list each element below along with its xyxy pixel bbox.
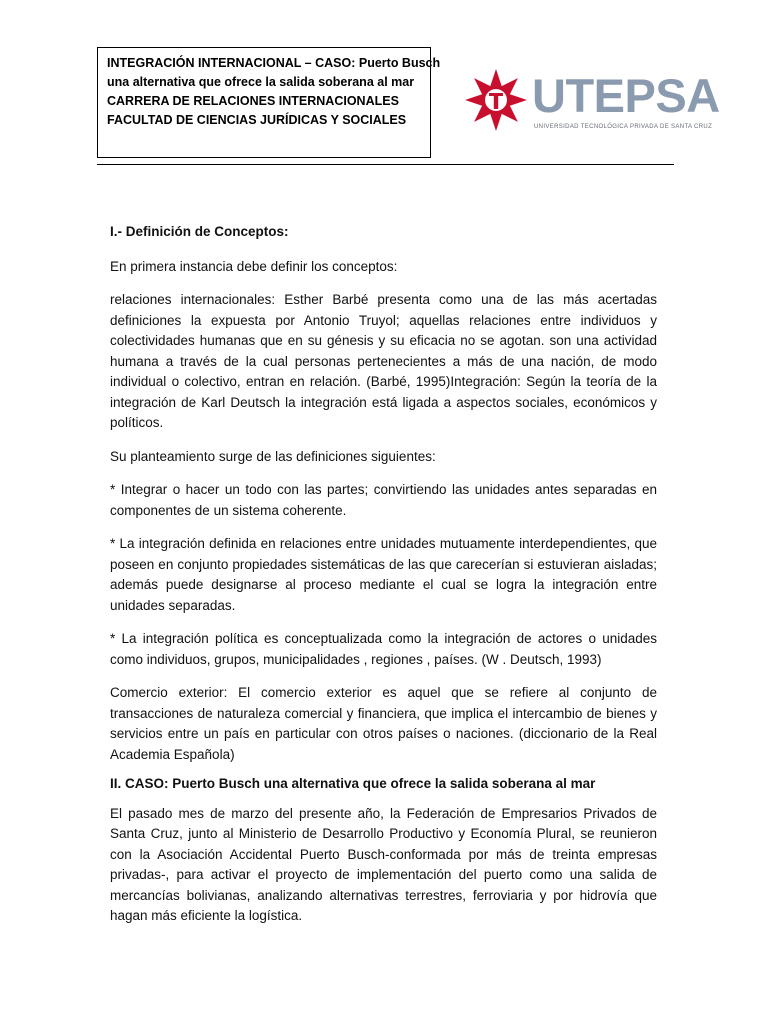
bullet-paragraph-interdependientes: * La integración definida en relaciones entre unidades mutuamente interdependientes, que poseen en conjunto propiedades sistemáticas de las que carecerían si estuvieran aisladas; además puede designarse al proceso mediante el cual se logra la integración entre unidades separadas.	[110, 536, 657, 613]
intro-paragraph: En primera instancia debe definir los conceptos:	[110, 258, 398, 274]
star-emblem-icon	[464, 64, 528, 134]
header-line-4: FACULTAD DE CIENCIAS JURÍDICAS Y SOCIALES	[107, 113, 407, 127]
logo-subtitle: UNIVERSIDAD TECNOLÓGICA PRIVADA DE SANTA CRUZ	[534, 124, 713, 130]
logo-wordmark: UTEPSA	[532, 69, 720, 122]
header-line-2: una alternativa que ofrece la salida soberana al mar	[107, 75, 415, 89]
bullet-paragraph-integrar: * Integrar o hacer un todo con las partes; convirtiendo las unidades antes separadas en componentes de un sistema coherente.	[110, 482, 657, 518]
header-line-3: CARRERA DE RELACIONES INTERNACIONALES	[107, 94, 399, 108]
paragraph-comercio-exterior: Comercio exterior: El comercio exterior es aquel que se refiere al conjunto de transacciones de naturaleza comercial y financiera, que implica el intercambio de bienes y servicios entre un país en particular con otros países o naciones. (diccionario de la Real Academia Española)	[110, 685, 657, 762]
utepsa-logo	[464, 64, 720, 134]
bullet-paragraph-integracion-politica: * La integración política es conceptualizada como la integración de actores o unidades como individuos, grupos, municipalidades , regiones , países. (W . Deutsch, 1993)	[110, 631, 657, 667]
paragraph-planteamiento: Su planteamiento surge de las definiciones siguientes:	[110, 448, 436, 464]
header-title-box	[97, 47, 441, 158]
paragraph-puerto-busch: El pasado mes de marzo del presente año, la Federación de Empresarios Privados de Santa Cruz, junto al Ministerio de Desarrollo Productivo y Economía Plural, se reunieron con la Asociación Accidental Puerto Busch-conformada por más de treinta empresas privadas-, para activar el proyecto de implementación del puerto como una salida de mercancías bolivianas, analizando alternativas terrestres, ferroviaria y por hidrovía que hagan más eficiente la logística.	[110, 805, 657, 923]
section-2-heading: II. CASO: Puerto Busch una alternativa que ofrece la salida soberana al mar	[110, 776, 596, 791]
document-body	[110, 222, 657, 927]
section-1-heading: I.- Definición de Conceptos:	[110, 224, 289, 239]
header-divider	[97, 164, 674, 165]
header-line-1: INTEGRACIÓN INTERNACIONAL – CASO: Puerto Busch	[107, 56, 441, 70]
paragraph-relaciones-internacionales: relaciones internacionales: Esther Barbé presenta como una de las más acertadas definiciones la expuesta por Antonio Truyol; aquellas relaciones entre individuos y colectividades humanas que en su génesis y su eficacia no se agotan. son una actividad humana a través de la cual personas pertenecientes a más de una nación, de modo individual o colectivo, entran en relación. (Barbé, 1995)Integración: Según la teoría de la integración de Karl Deutsch la integración está ligada a aspectos sociales, económicos y políticos.	[110, 292, 657, 430]
